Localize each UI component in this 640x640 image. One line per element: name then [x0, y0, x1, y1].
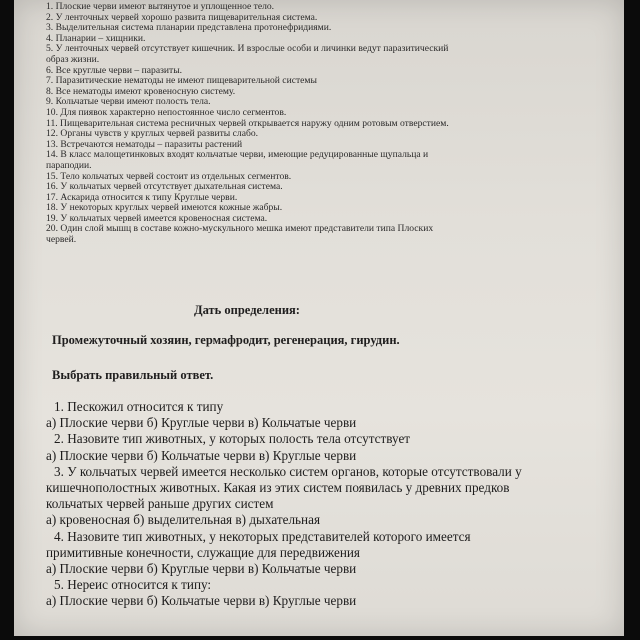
- statement: 15. Тело кольчатых червей состоит из отдельных сегментов.: [46, 170, 292, 182]
- question-continuation: примитивные конечности, служащие для передвижения: [46, 544, 361, 560]
- answer-options: а) Плоские черви б) Кольчатые черви в) Круглые черви: [46, 593, 357, 609]
- paper-sheet: [14, 0, 624, 636]
- question: 3. У кольчатых червей имеется несколько систем органов, которые отсутствовали у: [54, 463, 522, 479]
- answer-options: а) Плоские черви б) Кольчатые черви в) Круглые черви: [46, 447, 357, 463]
- statement: 16. У кольчатых червей отсутствует дыхательная система.: [46, 181, 283, 193]
- statement: 3. Выделительная система планарии представлена протонефридиями.: [46, 22, 332, 34]
- statement: 1. Плоские черви имеют вытянутое и уплощенное тело.: [46, 1, 275, 12]
- statement-continuation: червей.: [46, 234, 77, 246]
- question: 1. Пескожил относится к типу: [54, 399, 224, 414]
- statement: 12. Органы чувств у круглых червей развиты слабо.: [46, 128, 259, 140]
- statement: 11. Пищеварительная система ресничных червей открывается наружу одним ротовым отверстием.: [46, 117, 449, 129]
- statement: 4. Планарии – хищники.: [46, 32, 146, 44]
- question-continuation: кишечнополостных животных. Какая из этих систем появилась у древних предков: [46, 480, 510, 496]
- question: 5. Нереис относится к типу:: [54, 577, 212, 593]
- statement: 7. Паразитические нематоды не имеют пищеварительной системы: [46, 75, 317, 87]
- question-continuation: кольчатых червей раньше других систем: [46, 496, 274, 512]
- questions-list: [46, 399, 586, 610]
- statement-continuation: параподии.: [46, 159, 92, 171]
- statement: 6. Все круглые черви – паразиты.: [46, 64, 183, 76]
- statement: 17. Аскарида относится к типу Круглые черви.: [46, 191, 238, 203]
- statement: 13. Встречаются нематоды – паразиты растений: [46, 138, 243, 150]
- statements-list: [46, 2, 576, 246]
- choose-heading: Выбрать правильный ответ.: [52, 368, 214, 382]
- statement-continuation: образ жизни.: [46, 53, 100, 65]
- statement: 14. В класс малощетинковых входят кольчатые черви, имеющие редуцированные щупальца и: [46, 149, 429, 161]
- define-heading: Дать определения:: [194, 303, 300, 317]
- answer-options: а) кровеносная б) выделительная в) дыхательная: [46, 512, 321, 528]
- answer-options: а) Плоские черви б) Круглые черви в) Кольчатые черви: [46, 415, 357, 431]
- statement: 19. У кольчатых червей имеется кровеносная система.: [46, 212, 268, 224]
- question: 2. Назовите тип животных, у которых полость тела отсутствует: [54, 431, 411, 447]
- statement: 9. Кольчатые черви имеют полость тела.: [46, 96, 211, 108]
- statement: 18. У некоторых круглых червей имеются кожные жабры.: [46, 202, 283, 214]
- terms-list: Промежуточный хозяин, гермафродит, регенерация, гирудин.: [52, 333, 400, 347]
- answer-options: а) Плоские черви б) Круглые черви в) Кольчатые черви: [46, 561, 357, 577]
- statement: 2. У ленточных червей хорошо развита пищеварительная система.: [46, 11, 318, 23]
- statement: 10. Для пиявок характерно непостоянное число сегментов.: [46, 106, 287, 118]
- statement: 8. Все нематоды имеют кровеносную систему.: [46, 85, 236, 97]
- question: 4. Назовите тип животных, у некоторых представителей которого имеется: [54, 528, 471, 544]
- statement: 20. Один слой мышц в составе кожно-мускульного мешка имеют представители типа Плоских: [46, 223, 434, 235]
- statement: 5. У ленточных червей отсутствует кишечник. И взрослые особи и личинки ведут паразитический: [46, 43, 449, 55]
